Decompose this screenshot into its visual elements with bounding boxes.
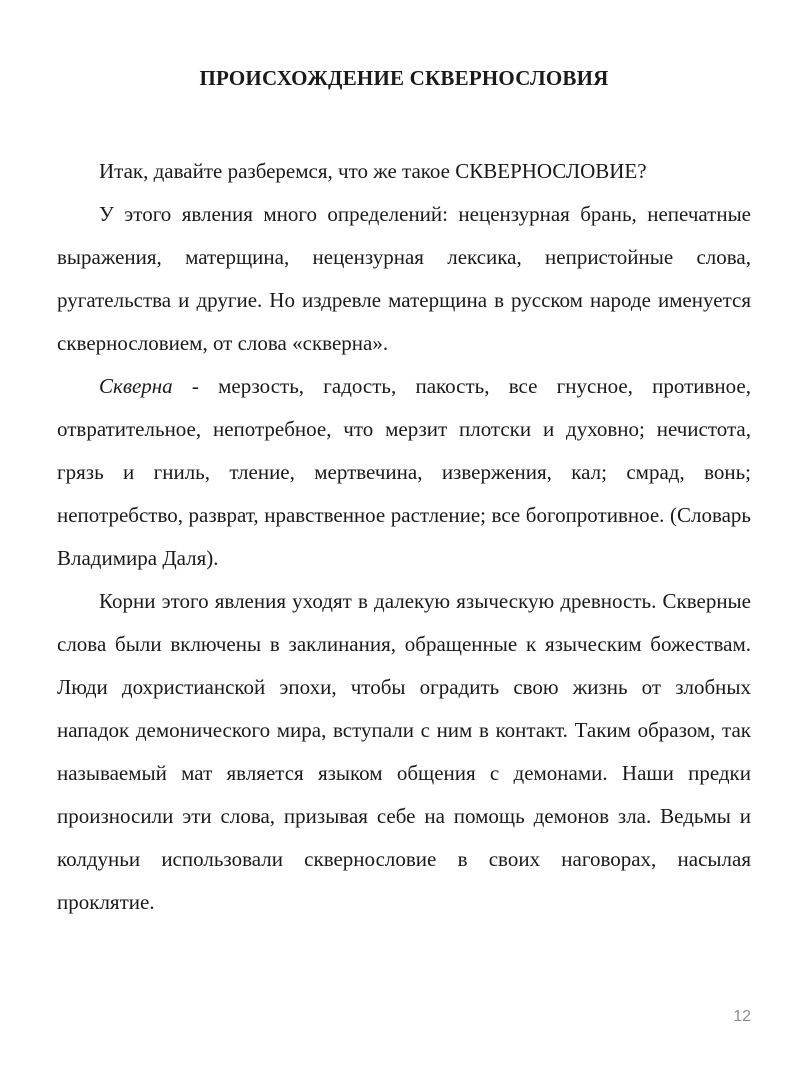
skverna-definition: - мерзость, гадость, пакость, все гнусное, противное, отвратительное, непотребное, что мерзит плотски и духовно; нечистота, грязь и гниль, тление, мертвечина, извержения, кал; смрад, вонь; непотребство, разврат, нравственное растление; все богопротивное. (Словарь Владимира Даля).	[57, 374, 751, 570]
paragraph-intro: Итак, давайте разберемся, что же такое СКВЕРНОСЛОВИЕ?	[99, 159, 647, 183]
paragraph-origins: Корни этого явления уходят в далекую языческую древность. Скверные слова были включены в заклинания, обращенные к языческим божествам. Люди дохристианской эпохи, чтобы оградить свою жизнь от злобных нападок демонического мира, вступали с ним в контакт. Таким образом, так называемый мат является языком общения с демонами. Наши предки произносили эти слова, призывая себе на помощь демонов зла. Ведьмы и колдуньи использовали сквернословие в своих наговорах, насылая проклятие.	[57, 589, 751, 914]
body-text	[57, 150, 751, 924]
page-title: ПРОИСХОЖДЕНИЕ СКВЕРНОСЛОВИЯ	[199, 66, 609, 90]
paragraph-definitions: У этого явления много определений: нецензурная брань, непечатные выражения, матерщина, нецензурная лексика, непристойные слова, ругательства и другие. Но издревле матерщина в русском народе именуется сквернословием, от слова «скверна».	[57, 202, 751, 355]
term-skverna: Скверна	[99, 374, 173, 398]
paragraph-skverna	[57, 365, 751, 580]
page-number: 12	[733, 1008, 751, 1025]
